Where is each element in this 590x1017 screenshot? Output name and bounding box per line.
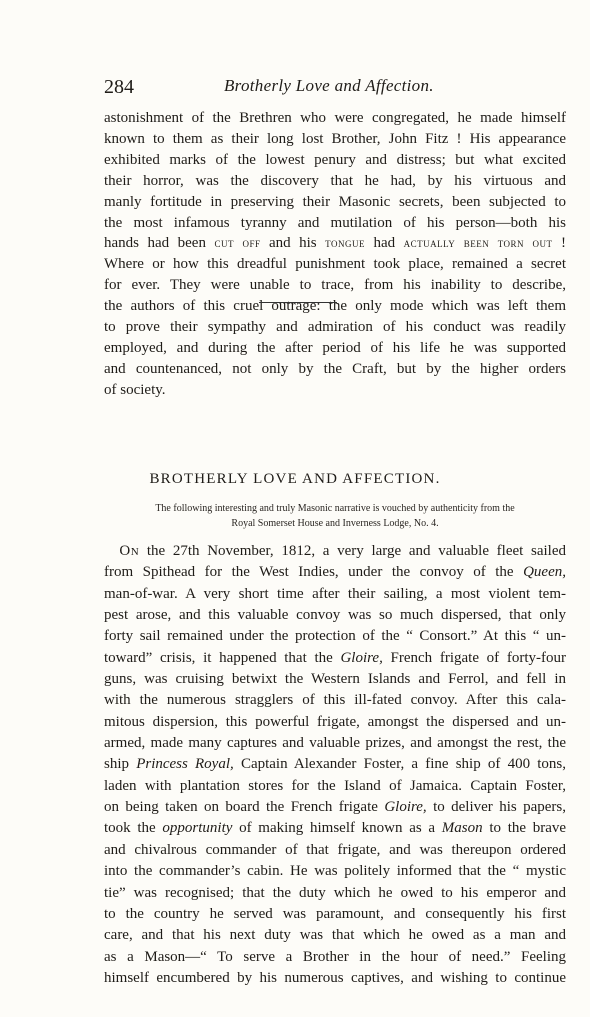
text-span: to the brave bbox=[489, 820, 566, 837]
text-line: care, and that his next duty was that which he owed as a man and bbox=[104, 927, 566, 944]
article-title: BROTHERLY LOVE AND AFFECTION. bbox=[149, 471, 441, 487]
text-span: from Spithead for the West Indies, under the convoy of the bbox=[104, 564, 514, 581]
text-span: on being taken on board the French frigate bbox=[104, 799, 378, 816]
text-line: mitous dispersion, this powerful frigate, amongst the dispersed and un- bbox=[104, 713, 566, 730]
text-span: the 27th November, 1812, a very large and valuable fleet sailed bbox=[146, 543, 566, 559]
text-line bbox=[104, 648, 566, 669]
text-line: guns, was cruising betwixt the Western Islands and Ferrol, and fell in bbox=[104, 671, 566, 688]
text-line: armed, made many captures and valuable prizes, and amongst the rest, the bbox=[104, 735, 566, 752]
text-line: Where or how this dreadful punishment took place, remained a secret bbox=[104, 256, 566, 273]
text-line: as a Mason—“ To serve a Brother in the hour of need.” Feeling bbox=[104, 948, 566, 965]
text-line: for ever. They were unable to trace, from his inability to describe, bbox=[104, 277, 566, 294]
text-span: of making himself known as a bbox=[239, 820, 436, 837]
text-line: employed, and during the after period of his life he was supported bbox=[104, 339, 566, 356]
continued-paragraph bbox=[104, 108, 566, 401]
article-note bbox=[104, 501, 566, 531]
running-title: Brotherly Love and Affection. bbox=[224, 76, 434, 95]
text-line bbox=[104, 233, 566, 254]
text-line: astonishment of the Brethren who were congregated, he made himself bbox=[104, 110, 566, 126]
text-span: had bbox=[373, 235, 396, 252]
page-number: 284 bbox=[104, 76, 134, 98]
text-line: laden with plantation stores for the Island of Jamaica. Captain Foster, bbox=[104, 777, 566, 794]
text-span: French frigate of forty-four bbox=[390, 649, 566, 666]
text-line: pest arose, and this valuable convoy was so much dispersed, that only bbox=[104, 607, 566, 624]
text-span: took the bbox=[104, 820, 156, 837]
italic-phrase: Queen, bbox=[523, 564, 566, 581]
text-line: man-of-war. A very short time after their sailing, a most violent tem- bbox=[104, 585, 566, 602]
text-span: Captain Alexander Foster, a fine ship of 400 tons, bbox=[240, 756, 566, 773]
text-line bbox=[104, 562, 566, 583]
text-span: ! bbox=[561, 235, 566, 252]
section-divider bbox=[259, 302, 337, 303]
text-line: forty sail remained under the protection of the “ Consort.” At this “ un- bbox=[104, 628, 566, 645]
text-line: exhibited marks of the lowest penury and distress; but what excited bbox=[104, 151, 566, 168]
text-line: to the country he served was paramount, and consequently his first bbox=[104, 905, 566, 922]
small-caps-phrase: actually been torn out bbox=[403, 235, 553, 251]
text-line bbox=[104, 754, 566, 775]
italic-phrase: Princess Royal, bbox=[136, 756, 234, 773]
text-span: to deliver his papers, bbox=[433, 799, 566, 816]
italic-phrase: Mason bbox=[441, 820, 483, 837]
italic-phrase: Gloire, bbox=[384, 799, 427, 816]
opening-word: On bbox=[119, 543, 140, 559]
text-line: the authors of this cruel outrage: the only mode which was left them bbox=[104, 298, 566, 315]
italic-phrase: opportunity bbox=[162, 820, 233, 837]
text-line: manly fortitude in preserving their Masonic secrets, been subjected to bbox=[104, 193, 566, 210]
small-caps-phrase: tongue bbox=[325, 235, 365, 251]
text-line bbox=[104, 541, 566, 562]
text-span: hands had been bbox=[104, 235, 206, 252]
text-line: of society. bbox=[104, 381, 166, 398]
text-span: and his bbox=[268, 235, 317, 252]
text-line: the most infamous tyranny and mutilation of his person—both his bbox=[104, 214, 566, 231]
text-line bbox=[104, 797, 566, 818]
text-line: and chivalrous commander of that frigate, and was thereupon ordered bbox=[104, 841, 566, 858]
text-line: and countenanced, not only by the Craft, but by the higher orders bbox=[104, 360, 566, 377]
note-line: Royal Somerset House and Inverness Lodge, No. 4. bbox=[231, 518, 439, 529]
text-line: into the commander’s cabin. He was politely informed that the “ mystic bbox=[104, 863, 566, 880]
text-line: himself encumbered by his numerous captives, and wishing to continue bbox=[104, 969, 566, 986]
page-header bbox=[104, 76, 504, 100]
text-line: their horror, was the discovery that he had, by his virtuous and bbox=[104, 172, 566, 189]
text-span: toward” crisis, it happened that the bbox=[104, 649, 333, 666]
note-line: The following interesting and truly Masonic narrative is vouched by authenticity from the bbox=[155, 503, 515, 514]
text-span: ship bbox=[104, 756, 130, 773]
italic-phrase: Gloire, bbox=[340, 649, 383, 666]
text-line: to prove their sympathy and admiration of his conduct was readily bbox=[104, 319, 566, 336]
text-line bbox=[104, 818, 566, 839]
text-line: with the numerous stragglers of this ill-fated convoy. After this cala- bbox=[104, 692, 566, 709]
text-line: known to them as their long lost Brother, John Fitz ! His appearance bbox=[104, 130, 566, 147]
text-line: tie” was recognised; that the duty which he owed to his emperor and bbox=[104, 884, 566, 901]
small-caps-phrase: cut off bbox=[214, 235, 261, 251]
article-body bbox=[104, 541, 566, 989]
